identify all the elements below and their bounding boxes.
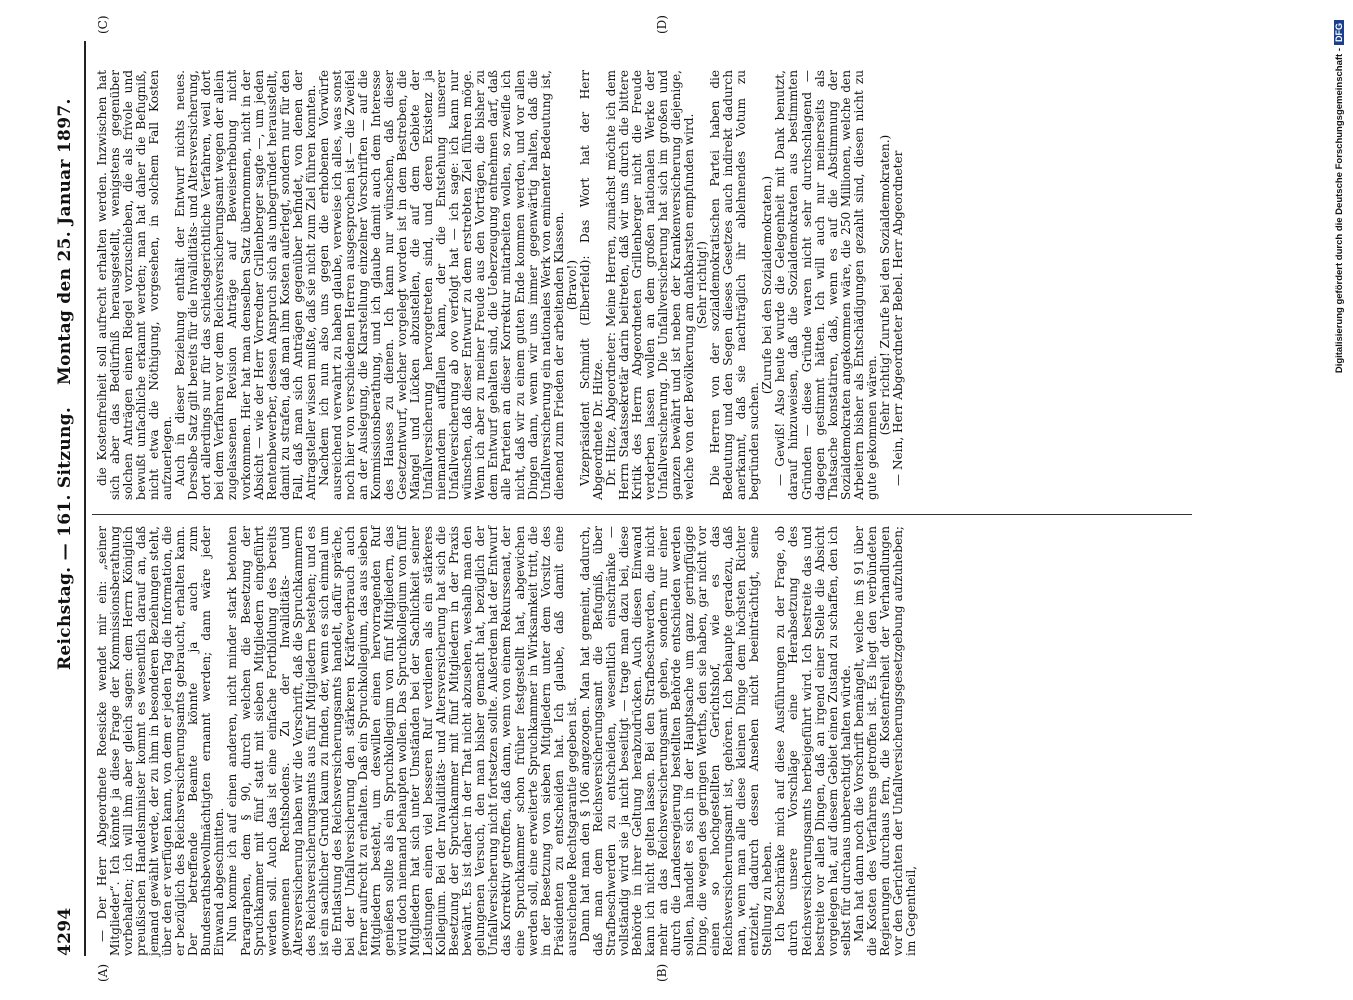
page-number: 4294 [55,907,75,956]
paragraph: — Gewiß! Also heute wurde die Gelegenheit mit Dank benutzt, darauf hinzuweisen, daß die Sozialdemokraten aus bestimmten Gründen — diese Gründe waren nicht sehr durchschlagend — dagegen gestimmt hätten. Ich will auch nur meinerseits als Thatsache konstatiren, daß, wenn es auf die Abstimmung der Sozialdemokraten angekommen wäre, die 250 Millionen, welche den Arbeitern bisher als Entschädigungen gezahlt sind, diesen nicht zu gute gekommen wären. [773,70,879,500]
margin-mark-a: (A) [96,963,110,982]
running-head-date: Montag den 25. Januar 1897. [55,98,75,385]
paragraph: Ich beschränke mich auf diese Ausführungen zu der Frage, ob durch unsere Vorschläge eine Herabsetzung des Reichsversicherungsamts herbeigeführt wird. Ich bestreite das und bestreite vor allen Dingen, daß an irgend einer Stelle die Absicht vorgelegen hat, auf diesem Gebiet einen Zustand zu schaffen, den ich selbst für durchaus unberechtigt halten würde. [773,526,853,956]
dfg-logo: DFG [1334,20,1344,45]
paragraph: Nachdem ich nun also uns gegen die erhobenen Vorwürfe ausreichend verwahrt zu haben glaube, verweise ich alles, was sonst noch hier von verschiedenen Herren ausgesprochen ist — die Zweifel an der Auslegung, die Klarstellung einzelner Vorschriften — auf die Kommissionsberathung, und ich glaube damit auch dem Interesse des Hauses zu dienen. Ich kann nur wünschen, daß dieser Gesetzentwurf, welcher vorgelegt worden ist in dem Bestreben, die Mängel und Lücken abzustellen, die auf dem Gebiete der Unfallversicherung hervorgetreten sind, und deren Existenz ja niemandem auffallen kann, der die Entstehung unserer Unfallversicherung ab ovo verfolgt hat — ich sage: ich kann nur wünschen, daß dieser Entwurf zu dem erstrebten Ziel führen möge. Wenn ich aber zu meiner Freude aus den Vorträgen, die bisher zu dem Entwurf gehalten sind, die Ueberzeugung entnehmen darf, daß alle Parteien an dieser Korrektur mitarbeiten wollen, so zweifle ich nicht, daß wir zu einem guten Ende kommen werden, und vor allen Dingen dann, wenn wir uns immer gegenwärtig halten, daß die Unfallversicherung ein nationales Werk von eminenter Bedeutung ist, dienend zum Frieden der arbeitenden Klassen. [316,70,566,500]
left-text-column [96,526,918,956]
interjection: (Zurufe bei den Sozialdemokraten.) [760,175,775,395]
paragraph: — Der Herr Abgeordnete Roesicke wendet mir ein: „seiner Mitglieder“. Ich könnte ja diese Frage der Kommissionsberathung vorbehalten; ich will ihm aber gleich sagen: dem Herrn Königlich preußischen Handelsminister kommt es wesentlich darauf an, daß jemand gewählt werde, der zu ihm in besonderen Beziehungen steht, über den er verfügen kann, von dem er jeden Tag die Information, die er bezüglich des Reichsversicherungsamts gebraucht, erhalten kann. Der betreffende Beamte könnte ja auch zum Bundesrathsbevollmächtigten ernannt werden; dann wäre jeder Einwand abgeschnitten. [95,526,227,956]
interjection: (Sehr richtig!) [695,241,710,329]
paragraph: die Kostenfreiheit soll aufrecht erhalten werden. Inzwischen hat sich aber das Bedürfniß herausgestellt, wenigstens gegenüber solchen Anträgen einen Riegel vorzuschieben, die als frivole und bewußt unfachliche erkannt werden; man hat daher die Befugniß, nicht etwa die Nöthigung, vorgesehen, in solchem Fall Kosten aufzuerlegen. [95,70,175,500]
digitization-credit [1334,20,1345,820]
paragraph: — Nein, Herr Abgeordneter Bebel. Herr Abgeordneter [890,150,905,486]
margin-mark-c: (C) [96,15,110,34]
paragraph: Dr. Hitze, Abgeordneter: Meine Herren, zunächst möchte ich dem Herrn Staatssekretär darin beitreten, daß wir uns durch die bittere Kritik des Herrn Abgeordneten Grillenberger nicht die Freude verderben lassen wollen an dem großen nationalen Werke der Unfallversicherung. Die Unfallversicherung hat sich im großen und ganzen bewährt und ist neben der Krankenversicherung diejenige, welche von der Bevölkerung am dankbarsten empfunden wird. [603,70,697,500]
margin-mark-b: (B) [655,963,669,982]
header-rule [84,41,86,956]
running-head-session: Reichstag. — 161. Sitzung. [55,406,75,670]
paragraph: Dann hat man den § 106 angezogen. Man hat gemeint, dadurch, daß man dem Reichsversicherungsamt die Befugniß, über Strafbeschwerden zu entscheiden, wesentlich einschränke — vollständig wird sie ja nicht beseitigt — trage man dazu bei, diese Behörde in ihrer Geltung herabzudrücken. Auch diesen Einwand kann ich nicht gelten lassen. Bei den Strafbeschwerden, die nicht mehr an das Reichsversicherungsamt gehen, sondern nur einer durch die Landesregierung bestellten Behörde entschieden werden sollen, handelt es sich in der Hauptsache um ganz geringfügige Dinge, die wegen des geringen Werths, den sie haben, gar nicht vor einen so hochgestellten Gerichtshof, wie es das Reichsversicherungsamt ist, gehören. Ich behaupte geradezu, daß man, wenn man alle diese kleinen Dinge dem höchsten Richter entzieht, dadurch dessen Ansehen nicht beeinträchtigt, seine Stellung zu heben. [577,526,775,956]
credit-text: Digitalisierung gefördert durch die Deutsche Forschungsgemeinschaft - [1334,48,1345,374]
paragraph: Man hat dann noch die Vorschrift bemängelt, welche im § 91 über die Kosten des Verfahrens getroffen ist. Es liegt den verbündeten Regierungen durchaus fern, die Kostenfreiheit der Verhandlungen vor den Gerichten der Unfallversicherungsgesetzgebung aufzuheben; im Gegentheil, [851,526,918,956]
paragraph: Nun komme ich auf einen anderen, nicht minder stark betonten Paragraphen, dem § 90, durch welchen die Besetzung der Spruchkammer mit fünf statt mit sieben Mitgliedern eingeführt werden soll. Auch das ist eine einfache Fortbildung des bereits gewonnenen Rechtsbodens. Zu der Invaliditäts- und Altersversicherung haben wir die Vorschrift, daß die Spruchkammern des Reichsversicherungsamts aus fünf Mitgliedern bestehen; und es ist ein sachlicher Grund kaum zu finden, der, wenn es sich einmal um die Entlastung des Reichsversicherungsamts handelt, dafür spräche, bei der Unfallversicherung den stärkeren Kräfteverbrauch auch ferner aufrecht zu erhalten. Daß ein Spruchkollegium, das aus sieben Mitgliedern besteht, um deswillen einen hervorragenden Ruf genießen sollte als ein Spruchkollegium von fünf Mitgliedern, das wird doch niemand behaupten wollen. Das Spruchkollegium von fünf Mitgliedern hat sich unter Umständen bei der Sachlichkeit seiner Leistungen einen viel besseren Ruf verdienen als ein stärkeres Kollegium. Bei der Invaliditäts- und Altersversicherung hat sich die Besetzung der Spruchkammer mit fünf Mitgliedern in der Praxis bewährt. Es ist daher in der That nicht abzusehen, weshalb man den gelungenen Versuch, den man bisher gemacht hat, bezüglich der Unfallversicherung nicht fortsetzen sollte. Außerdem hat der Entwurf das Korrektiv getroffen, daß dann, wenn von einem Rekurssenat, der eine Spruchkammer schon früher festgestellt hat, abgewichen werden soll, eine erweiterte Spruchkammer in Wirksamkeit tritt, die in der Besetzung von sieben Mitgliedern unter dem Vorsitz des Präsidenten zu entscheiden hat. Ich glaube, daß damit eine ausreichende Rechtsgarantie gegeben ist. [225,526,579,956]
interjection: (Bravo!) [564,259,579,311]
paragraph: Auch in dieser Beziehung enthält der Entwurf nichts neues. Derselbe Satz gilt bereits für die Invaliditäts- und Altersversicherung, dort allerdings nur für das schiedsgerichtliche Verfahren, weil dort bei dem Verfahren vor dem Reichsversicherungsamt wegen der allein zugelassenen Revision Anträge auf Beweiserhebung nicht vorkommen. Hier hat man denselben Satz übernommen, nicht in der Absicht — wie der Herr Vorredner Grillenberger sagte —, um jeden Rentenbewerber, dessen Anspruch sich als unbegründet herausstellt, damit zu strafen, daß man ihm Kosten auferlegt, sondern nur für den Fall, daß man sich Anträgen gegenüber befindet, von denen der Antragsteller wissen mußte, daß sie nicht zum Ziel führen konnten. [173,70,318,500]
margin-mark-d: (D) [655,15,669,34]
right-text-column [96,70,905,500]
column-divider [92,514,1192,515]
interjection: (Sehr richtig! Zurufe bei den Sozialdemokraten.) [877,134,892,436]
paragraph: Die Herren von der sozialdemokratischen Partei haben die Bedeutung und den Segen dieses Gesetzes auch indirekt dadurch anerkannt, daß sie nachträglich ihr ablehnendes Votum zu begründen suchen. [708,70,762,500]
paragraph: Vizepräsident Schmidt (Elberfeld): Das Wort hat der Herr Abgeordnete Dr. Hitze. [577,70,605,500]
